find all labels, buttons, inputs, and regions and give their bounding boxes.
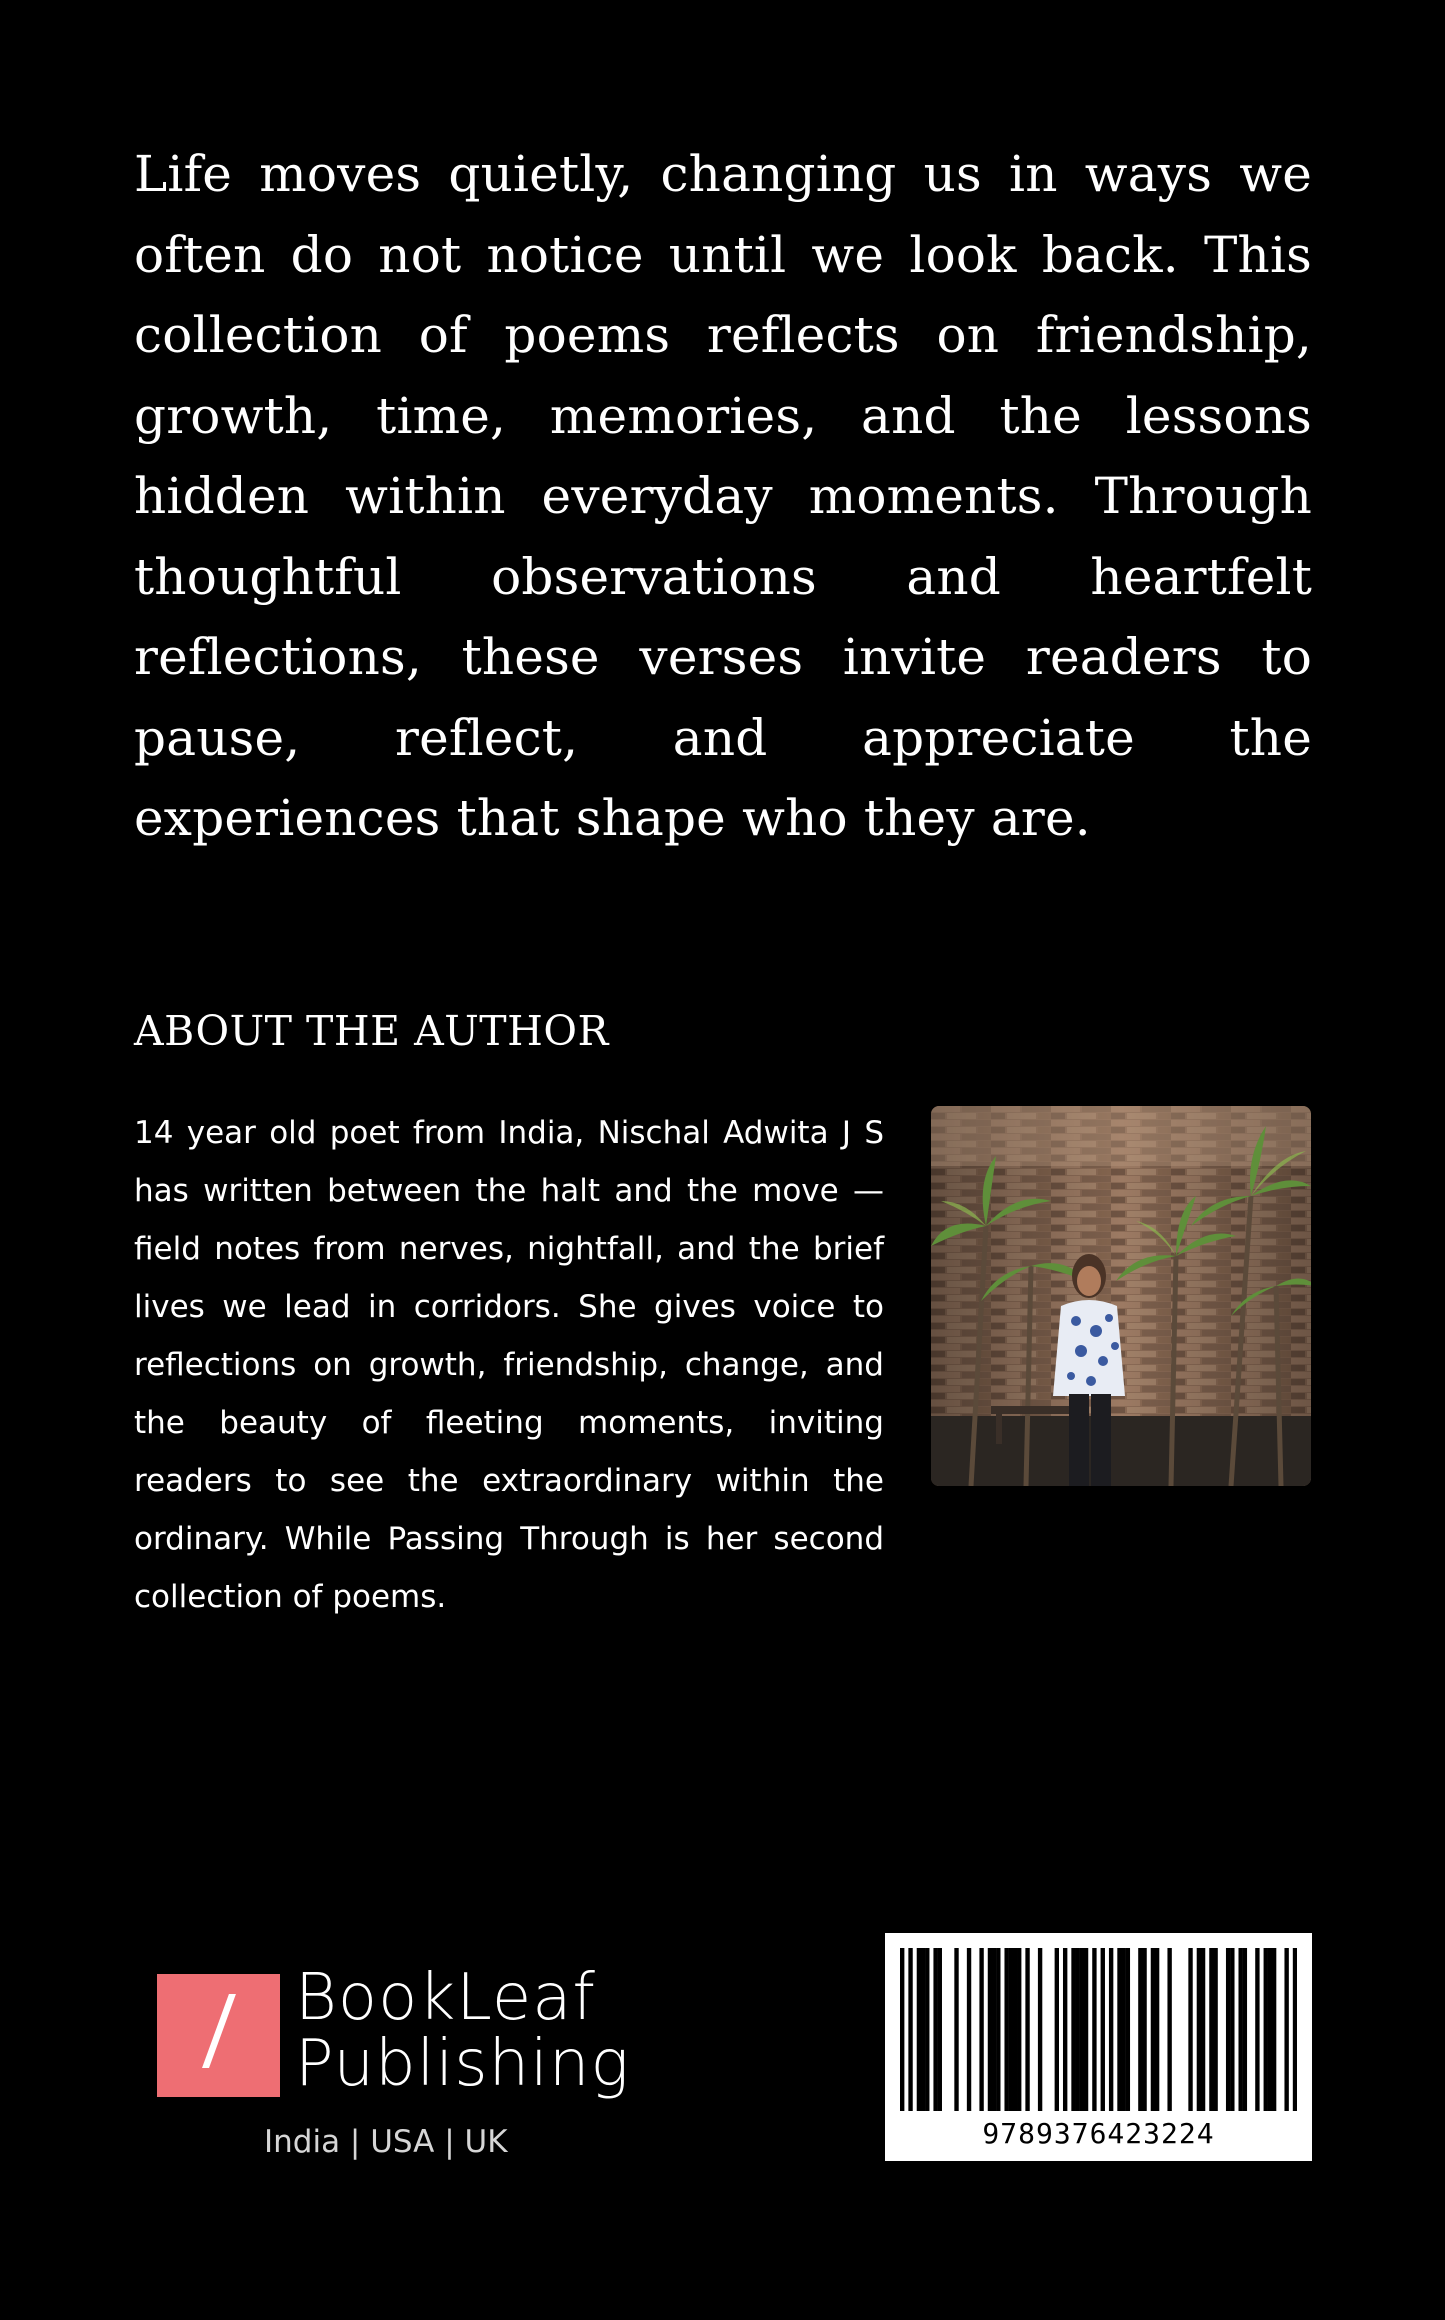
barcode-bar: [979, 1948, 983, 2111]
author-photo: [931, 1106, 1311, 1486]
barcode-bar: [1117, 1948, 1121, 2111]
barcode-bar: [1155, 1948, 1159, 2111]
barcode-bar: [996, 1948, 1000, 2111]
barcode-bar: [938, 1948, 942, 2111]
barcode-bar: [1197, 1948, 1201, 2111]
barcode-bar: [1226, 1948, 1230, 2111]
barcode-bar: [1121, 1948, 1125, 2111]
back-cover-blurb: Life moves quietly, changing us in ways we often do not notice until we look back. This collection of poems reflects on friendship, growth, time, memories, and the lessons hidden within everyday moments. Through thoughtful observations and heartfelt reflections, these verses invite readers to pause, reflect, and appreciate the experiences that shape who they are.: [134, 145, 1312, 847]
barcode-bar: [1084, 1948, 1088, 2111]
barcode-bar: [1142, 1948, 1146, 2111]
barcode-bar: [917, 1948, 921, 2111]
about-author-heading: ABOUT THE AUTHOR: [134, 1007, 609, 1055]
barcode-bar: [1126, 1948, 1130, 2111]
barcode-bar: [967, 1948, 971, 2111]
isbn-barcode: [885, 1933, 1312, 2161]
logo-slash-icon: [157, 1974, 280, 2097]
barcode-bar: [1092, 1948, 1096, 2111]
isbn-number: 9789376423224: [982, 2117, 1215, 2150]
barcode-bar: [1101, 1948, 1105, 2111]
barcode-bar: [1063, 1948, 1067, 2111]
barcode-bar: [933, 1948, 937, 2111]
barcode-bar: [1167, 1948, 1171, 2111]
barcode-bar: [1076, 1948, 1080, 2111]
barcode-bar: [1151, 1948, 1155, 2111]
barcode-bar: [1038, 1948, 1042, 2111]
barcode-bar: [1004, 1948, 1008, 2111]
barcode-bar: [925, 1948, 929, 2111]
barcode-bar: [1284, 1948, 1288, 2111]
barcode-bars: [900, 1948, 1297, 2111]
barcode-bar: [921, 1948, 925, 2111]
barcode-bar: [1293, 1948, 1297, 2111]
barcode-bar: [1009, 1948, 1013, 2111]
barcode-bar: [1238, 1948, 1242, 2111]
author-bio: 14 year old poet from India, Nischal Adwita J S has written between the halt and the move — field notes from nerves, nightfall, and the brief lives we lead in corridors. She gives voice to reflections on growth, friendship, change, and the beauty of fleeting moments, inviting readers to see the extraordinary within the ordinary. While Passing Through is her second collection of poems.: [134, 1115, 884, 1615]
logo-wordmark-line2: Publishing: [295, 2027, 630, 2101]
barcode-bar: [1071, 1948, 1075, 2111]
barcode-bar: [1025, 1948, 1029, 2111]
bookleaf-publishing-logo: [157, 1961, 630, 2140]
barcode-bar: [988, 1948, 992, 2111]
barcode-bar: [1109, 1948, 1113, 2111]
barcode-bar: [1213, 1948, 1217, 2111]
barcode-bar: [908, 1948, 912, 2111]
barcode-bar: [1268, 1948, 1272, 2111]
logo-wordmark-line1: BookLeaf: [295, 1961, 596, 2035]
barcode-bar: [1017, 1948, 1021, 2111]
barcode-bar: [1272, 1948, 1276, 2111]
barcode-bar: [992, 1948, 996, 2111]
barcode-bar: [1201, 1948, 1205, 2111]
barcode-bar: [1243, 1948, 1247, 2111]
barcode-bar: [900, 1948, 904, 2111]
barcode-bar: [1055, 1948, 1059, 2111]
barcode-bar: [1209, 1948, 1213, 2111]
barcode-bar: [954, 1948, 958, 2111]
barcode-bar: [1188, 1948, 1192, 2111]
barcode-bar: [1255, 1948, 1259, 2111]
barcode-bar: [1138, 1948, 1142, 2111]
barcode-bar: [1230, 1948, 1234, 2111]
barcode-bar: [1264, 1948, 1268, 2111]
publisher-regions: India | USA | UK: [264, 2124, 508, 2160]
barcode-bar: [1080, 1948, 1084, 2111]
barcode-bar: [1013, 1948, 1017, 2111]
